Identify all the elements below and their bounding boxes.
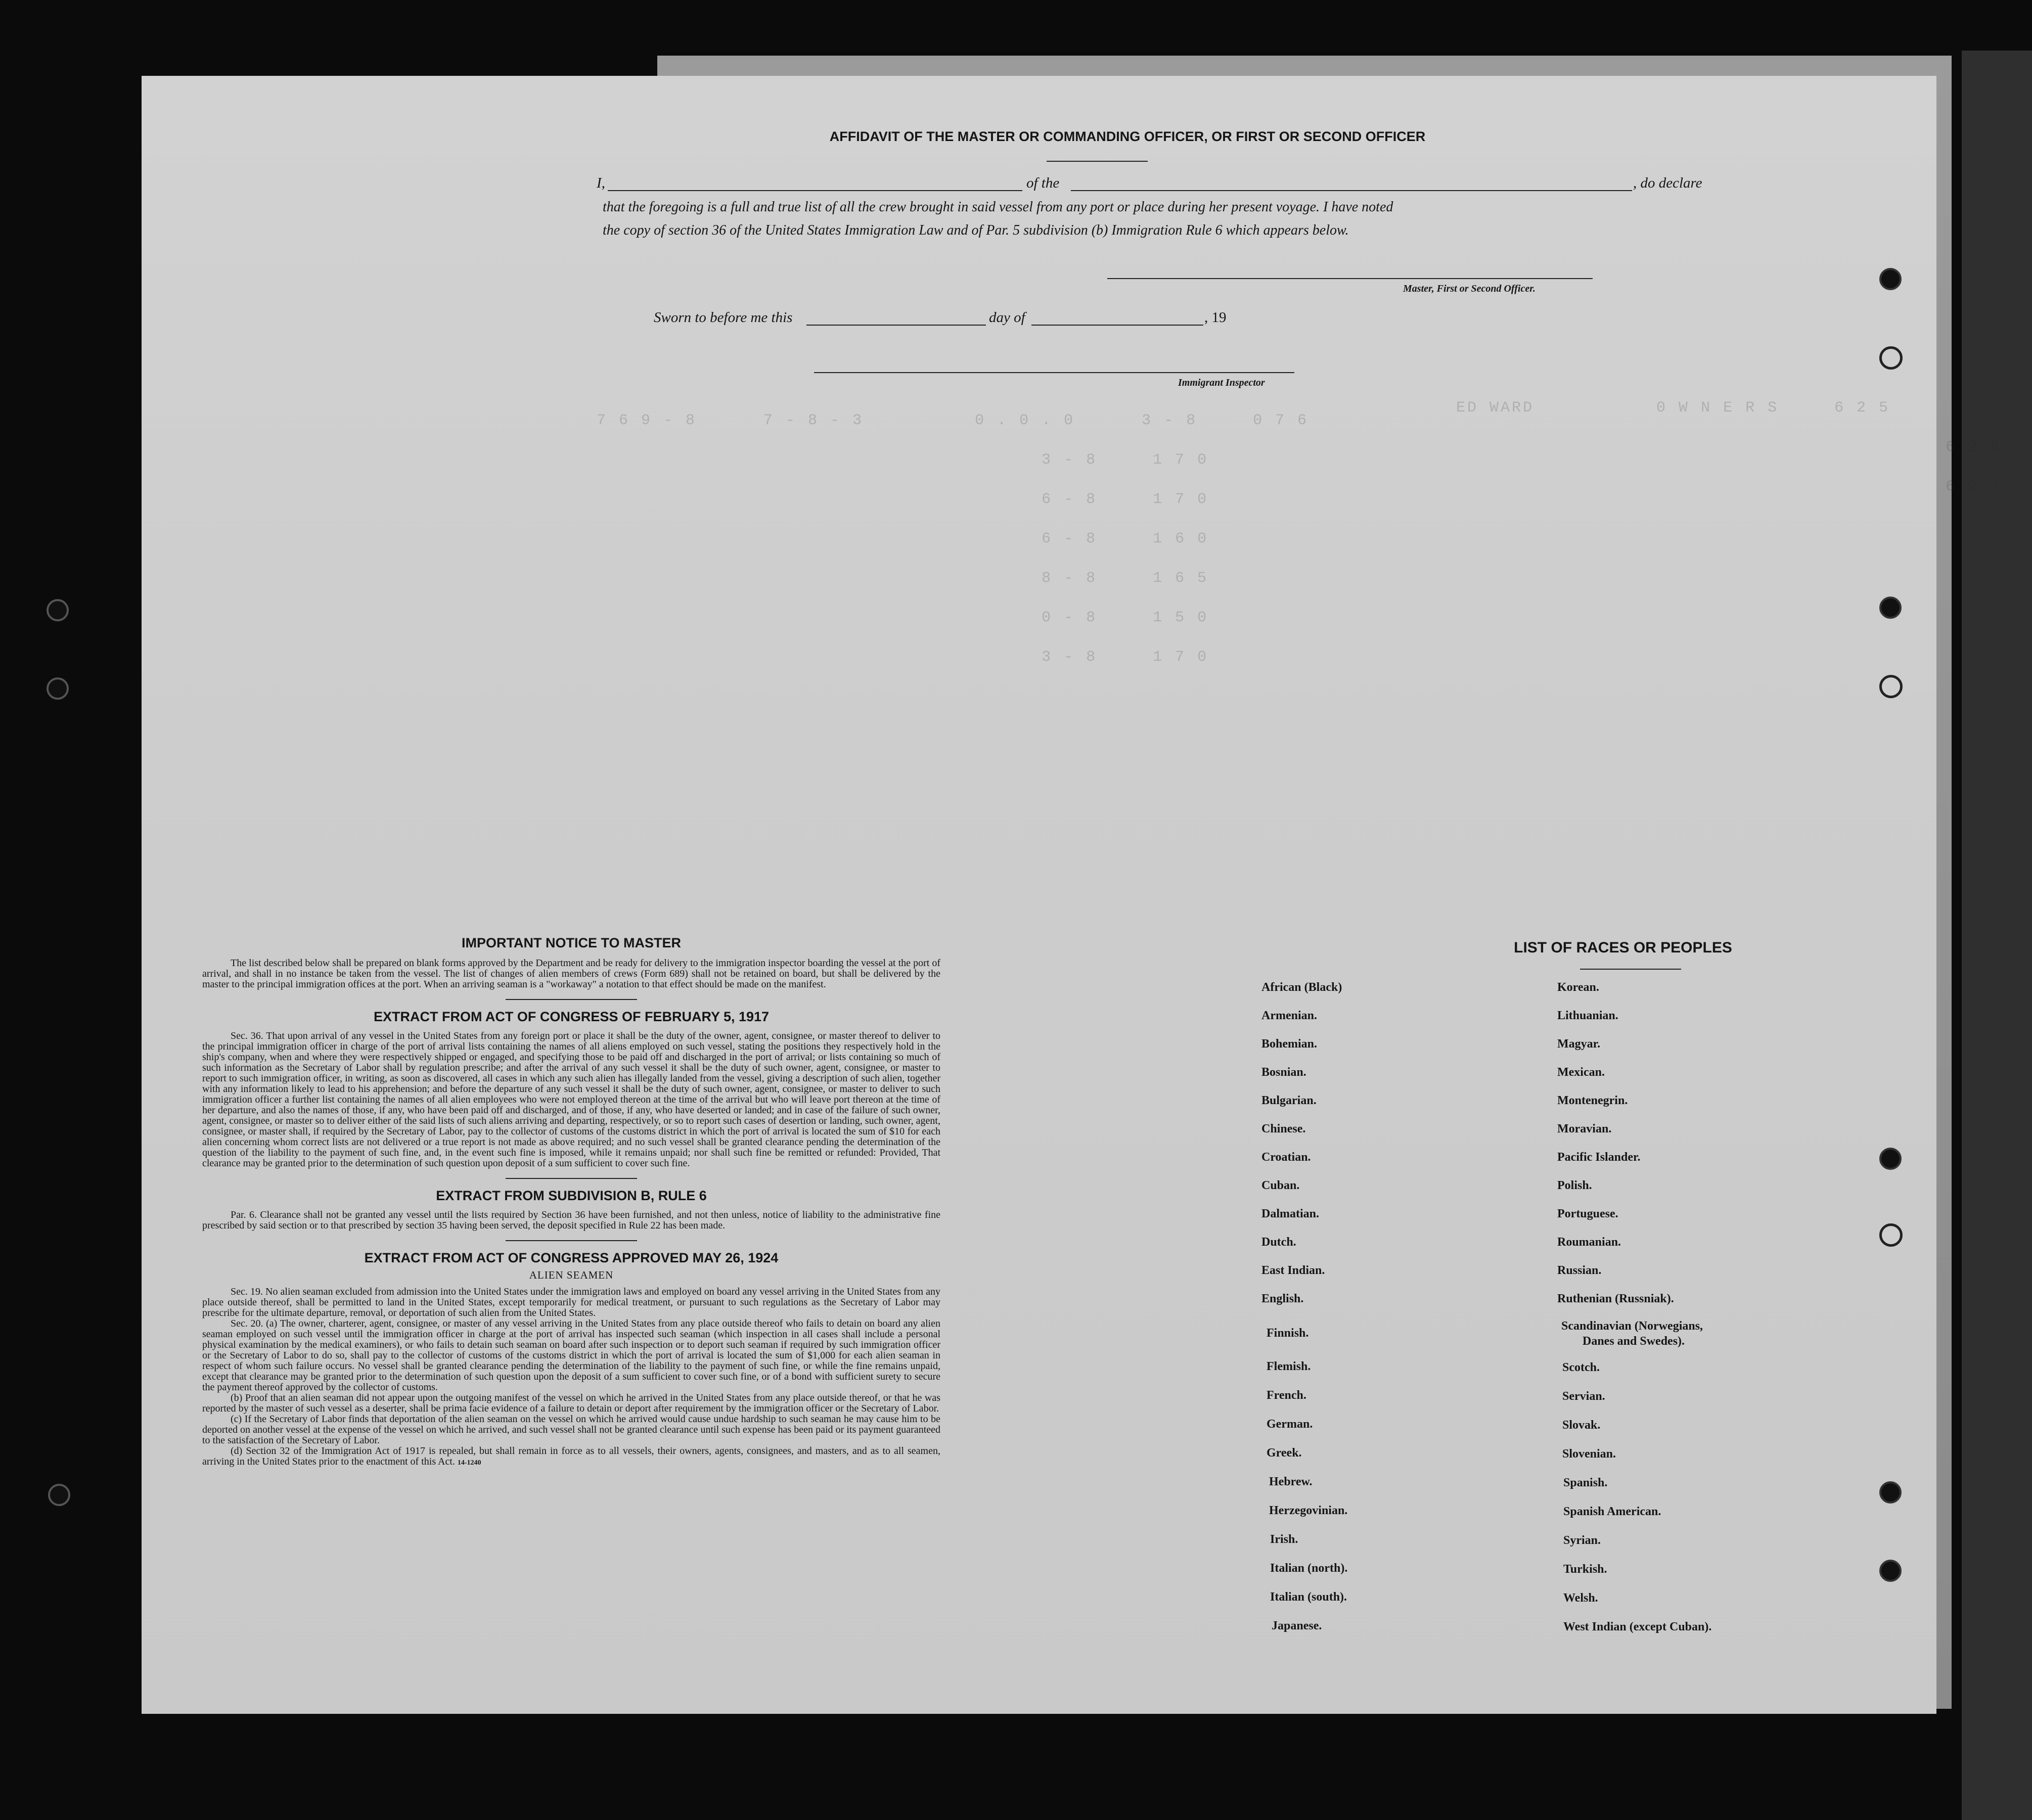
of-the-label: of the [1026, 175, 1060, 191]
race-left-item: French. [1267, 1389, 1306, 1402]
do-declare-label: , do declare [1633, 175, 1702, 191]
extract-1924-sec20c: (c) If the Secretary of Labor finds that deportation of the alien seaman on the vessel on which he arrived would cause undue hardship to such seaman he may cause him to be deported on another vessel at the expense of the vessel on which he arrived, and such vessel shall not be granted clearance until such expense has been paid or its payment guaranteed to the satisfaction of the Secretary of Labor. [202, 1414, 940, 1446]
affidavit-title: AFFIDAVIT OF THE MASTER OR COMMANDING OFFICER, OR FIRST OR SECOND OFFICER [829, 129, 1426, 144]
race-right-item: Slovak. [1562, 1419, 1601, 1432]
race-right-item: Russian. [1557, 1264, 1602, 1277]
affidavit-body-line1: that the foregoing is a full and true list of all the crew brought in said vessel from any port or place during her present voyage. I have noted [603, 199, 1393, 215]
race-right-item: Spanish. [1563, 1476, 1608, 1489]
sworn-date-line[interactable] [806, 325, 986, 326]
sworn-month-line[interactable] [1031, 325, 1203, 326]
notice-title: IMPORTANT NOTICE TO MASTER [462, 935, 681, 950]
race-right-item: Montenegrin. [1557, 1094, 1628, 1107]
races-title-underline [1580, 969, 1681, 970]
race-right-item: Moravian. [1557, 1122, 1612, 1135]
extract-rule6-text: Par. 6. Clearance shall not be granted any vessel until the lists required by Section 36 have been furnished, and not then unless, notice of liability to the administrative fine prescribed by said section or to that prescribed by section 35 having been served, the deposit specified in Rule 22 has been made. [202, 1209, 940, 1231]
section-divider [506, 999, 637, 1000]
race-right-item: Polish. [1557, 1179, 1592, 1192]
extract-1924-subtitle: ALIEN SEAMEN [529, 1269, 614, 1281]
race-right-item: Roumanian. [1557, 1236, 1621, 1249]
race-right-item: Welsh. [1563, 1591, 1598, 1605]
extract-1924-title: EXTRACT FROM ACT OF CONGRESS APPROVED MAY 26, 1924 [364, 1250, 779, 1265]
race-right-item: Spanish American. [1563, 1505, 1661, 1518]
punch-hole [1879, 597, 1902, 619]
sworn-year: , 19 [1204, 309, 1227, 326]
race-left-item: Irish. [1270, 1533, 1298, 1546]
notices-column [202, 935, 940, 1468]
race-right-item: Syrian. [1563, 1534, 1601, 1547]
affidavit-body-line2: the copy of section 36 of the United States Immigration Law and of Par. 5 subdivision (b) Immigration Rule 6 which appears below. [603, 222, 1349, 238]
extract-1917-title: EXTRACT FROM ACT OF CONGRESS OF FEBRUARY 5, 1917 [373, 1009, 770, 1024]
race-right-item: Danes and Swedes). [1583, 1335, 1685, 1348]
race-right-item: West Indian (except Cuban). [1563, 1620, 1712, 1633]
race-left-item: Herzegovinian. [1269, 1504, 1348, 1517]
race-right-item: Portuguese. [1557, 1207, 1618, 1220]
race-left-item: Bosnian. [1261, 1066, 1306, 1079]
race-left-item: Japanese. [1272, 1619, 1322, 1632]
race-right-item: Scandinavian (Norwegians, [1561, 1320, 1703, 1333]
race-left-item: Flemish. [1267, 1360, 1311, 1373]
race-left-item: Greek. [1267, 1446, 1302, 1460]
notice-text: The list described below shall be prepared on blank forms approved by the Department and be ready for delivery to the immigration inspector boarding the vessel at the port of arrival, and shall in no instance be taken from the vessel. The list of changes of alien members of crews (Form 689) shall not be retained on board, but shall be delivered by the master to the principal immigration offices at the port. When an arriving seaman is a "workaway" a notation to that effect should be made on the manifest. [202, 958, 940, 990]
races-title: LIST OF RACES OR PEOPLES [1514, 939, 1732, 956]
punch-hole [1879, 1148, 1902, 1170]
race-left-item: Dutch. [1261, 1236, 1296, 1249]
extract-1924-sec20a: Sec. 20. (a) The owner, charterer, agent, consignee, or master of any vessel arriving in the United States from any place outside thereof who fails to detain on board any alien seaman employed on such vessel until the immigration officer in charge at the port of arrival has inspected such seaman (which inspection in all cases shall include a personal physical examination by the medical examiners), or who fails to detain such seaman on board after such inspection or to deport such seaman if required by such immigration officer or the Secretary of Labor to do so, shall pay to the collector of customs of the customs district in which the port of arrival is located the sum of $1,000 for each alien seaman in respect of whom such failure occurs. No vessel shall be granted clearance pending the determination of the liability to the payment of such fine, or while the fine remains unpaid, except that clearance may be granted prior to the determination of such question upon the deposit of a sum sufficient to cover such fine, or of a bond with sufficient surety to secure the payment thereof approved by the collector of customs. [202, 1318, 940, 1393]
title-underline [1047, 161, 1148, 162]
race-left-item: German. [1267, 1418, 1313, 1431]
race-right-item: Pacific Islander. [1557, 1151, 1641, 1164]
race-right-item: Magyar. [1557, 1037, 1601, 1051]
form-number: 14-1240 [457, 1459, 481, 1467]
extract-rule6-title: EXTRACT FROM SUBDIVISION B, RULE 6 [436, 1188, 707, 1203]
inspector-signature-line[interactable] [814, 372, 1294, 373]
affiant-prefix: I, [597, 175, 605, 191]
affiant-name-line[interactable] [608, 190, 1022, 191]
race-left-item: Croatian. [1261, 1151, 1311, 1164]
punch-hole [1879, 346, 1903, 370]
race-right-item: Korean. [1557, 981, 1599, 994]
race-left-item: Bulgarian. [1261, 1094, 1317, 1107]
extract-1924-sec19: Sec. 19. No alien seaman excluded from admission into the United States under the immigration laws and employed on board any vessel arriving in the United States from any place outside thereof, shall be permitted to land in the United States, except temporarily for medical treatment, or pursuant to such regulations as the Secretary of Labor may prescribe for the ultimate departure, removal, or deportation of such alien from the United States. [202, 1286, 940, 1318]
punch-hole [1879, 1560, 1902, 1582]
punch-hole [47, 599, 69, 621]
master-signature-caption: Master, First or Second Officer. [1403, 283, 1536, 294]
vessel-name-line[interactable] [1071, 190, 1632, 191]
race-left-item: African (Black) [1261, 981, 1342, 994]
punch-hole [1879, 1481, 1902, 1504]
race-left-item: East Indian. [1261, 1264, 1325, 1277]
race-left-item: Chinese. [1261, 1122, 1306, 1135]
extract-1917-text: Sec. 36. That upon arrival of any vessel in the United States from any foreign port or place it shall be the duty of the owner, agent, consignee, or master thereof to deliver to the principal immigration officer in charge of the port of arrival lists containing the names of all aliens employed on such vessel, stating the positions they respectively hold in the ship's company, when and where they were respectively shipped or engaged, and specifying those to be paid off and discharged in the port of arrival; or lists containing so much of such information as the Secretary of Labor shall by regulation prescribe; and after the arrival of any such vessel it shall be the duty of such owner, agent, consignee, or master to report to such immigration officer, in writing, as soon as discovered, all cases in which any such alien has illegally landed from the vessel, giving a description of such alien, together with any information likely to lead to his apprehension; and before the departure of any such vessel it shall be the duty of such owner, agent, consignee, or master to deliver to such immigration officer a further list containing the names of all alien employees who were not employed thereon at the time of the arrival but who will leave port thereon at the time of her departure, and also the names of those, if any, who have been paid off and discharged, and of those, if any, who have deserted or landed; and in case of the failure of such owner, agent, consignee, or master so to deliver either of the said lists of such aliens arriving and departing, respectively, or so to report such cases of desertion or landing, such owner, agent, consignee, or master shall, if required by the Secretary of Labor, pay to the collector of customs of the customs district in which the port of arrival is located the sum of $10 for each alien concerning whom correct lists are not delivered or a true report is not made as above required; and no such vessel shall be granted clearance pending the determination of the question of the liability to the payment of such fine, and, in the event such fine is imposed, while it remains unpaid; nor shall such fine be remitted or refunded: Provided, That clearance may be granted prior to the determination of such question upon deposit of a sum sufficient to cover such fine. [202, 1030, 940, 1169]
master-signature-line[interactable] [1107, 278, 1593, 279]
extract-1924-sec20b: (b) Proof that an alien seaman did not appear upon the outgoing manifest of the vessel on which he arrived in the United States from any place outside thereof, or that he was reported by the master of such vessel as a deserter, shall be prima facie evidence of a failure to detain or deport after requirement by the immigration officer or the Secretary of Labor. [202, 1392, 940, 1414]
race-right-item: Slovenian. [1562, 1447, 1616, 1461]
punch-hole [47, 677, 69, 700]
race-left-item: Hebrew. [1269, 1475, 1313, 1488]
bleed-through: 7 6 9 - 8 7 - 8 - 3 0 . 0 . 0 3 - 8 0 7 6 3 - 8 1 7 0 6 - 8 1 7 0 6 - 8 1 6 0 8 - 8 1 6 5 0 - 8 1 5 0 3 - 8 1 7 0 [597, 412, 1309, 666]
race-right-item: Turkish. [1563, 1563, 1607, 1576]
race-left-item: Dalmatian. [1261, 1207, 1319, 1220]
race-left-item: Cuban. [1261, 1179, 1300, 1192]
extract-1924-sec20d: (d) Section 32 of the Immigration Act of 1917 is repealed, but shall remain in force as to all vessels, their owners, agents, consignees, and masters, and as to all seamen, arriving in the United States prior to the enactment of this Act. 14-1240 [202, 1445, 940, 1467]
punch-hole [48, 1484, 70, 1506]
section-divider [506, 1240, 637, 1241]
inspector-caption: Immigrant Inspector [1178, 377, 1265, 388]
race-left-item: Italian (north). [1270, 1562, 1348, 1575]
punch-hole [1879, 1223, 1903, 1247]
race-right-item: Mexican. [1557, 1066, 1605, 1079]
race-right-item: Servian. [1562, 1390, 1605, 1403]
race-left-item: Armenian. [1261, 1009, 1317, 1022]
race-right-item: Ruthenian (Russniak). [1557, 1292, 1674, 1305]
bleed-through-right: ED WARD 0 W N E R S 6 2 5 6 2 6 6 2 7 [1456, 399, 2002, 495]
race-right-item: Scotch. [1562, 1361, 1600, 1374]
manifest-page [142, 76, 2002, 1714]
race-right-item: Lithuanian. [1557, 1009, 1618, 1022]
punch-hole [1879, 675, 1903, 698]
race-left-item: Bohemian. [1261, 1037, 1318, 1051]
scan-border-right [1962, 51, 2032, 1820]
sworn-day-of: day of [989, 309, 1025, 326]
section-divider [506, 1178, 637, 1179]
race-left-item: Italian (south). [1270, 1590, 1347, 1604]
punch-hole [1879, 268, 1902, 290]
race-left-item: Finnish. [1267, 1327, 1309, 1340]
sworn-prefix: Sworn to before me this [654, 309, 793, 326]
race-left-item: English. [1261, 1292, 1304, 1305]
